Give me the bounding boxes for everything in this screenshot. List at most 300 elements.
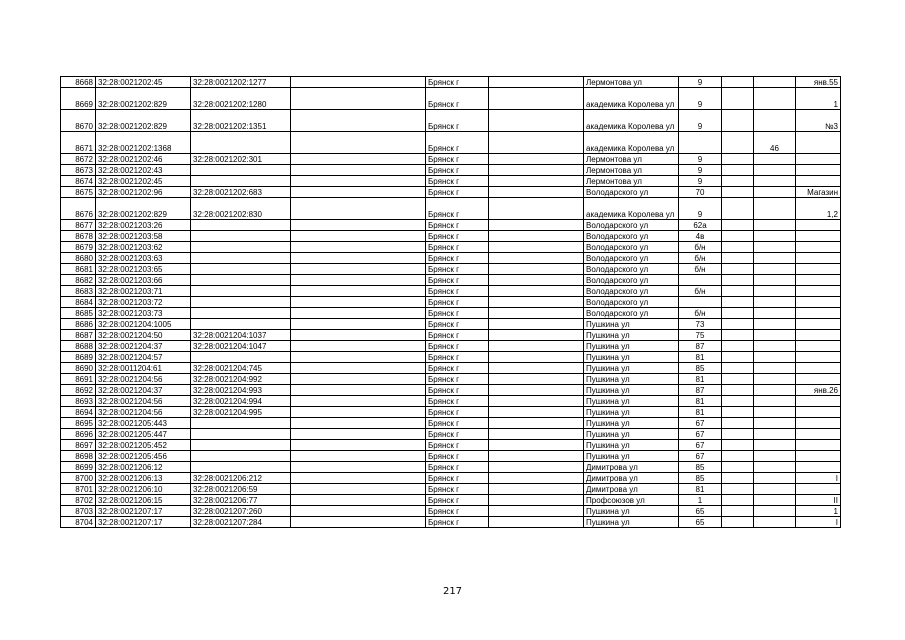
- house-number-cell: 81: [679, 396, 722, 407]
- city-cell: Брянск г: [426, 396, 489, 407]
- house-number-cell: 85: [679, 363, 722, 374]
- blank-cell-cell: [489, 374, 584, 385]
- sub-cadastral-number-cell: [191, 440, 291, 451]
- sub-cadastral-number-cell: [191, 242, 291, 253]
- apartment-cell: [754, 198, 796, 220]
- street-cell: Пушкина ул: [584, 451, 679, 462]
- blank-cell-cell: [489, 418, 584, 429]
- city-cell: Брянск г: [426, 231, 489, 242]
- premise-cell: [796, 418, 841, 429]
- row-number-cell: 8685: [61, 308, 96, 319]
- blank-cell-cell: [291, 198, 426, 220]
- row-number-cell: 8682: [61, 275, 96, 286]
- house-number-cell: 87: [679, 385, 722, 396]
- city-cell: Брянск г: [426, 352, 489, 363]
- sub-cadastral-number-cell: 32:28:0021204:1047: [191, 341, 291, 352]
- blank-cell-cell: [489, 77, 584, 88]
- sub-cadastral-number-cell: 32:28:0021202:830: [191, 198, 291, 220]
- sub-cadastral-number-cell: 32:28:0021206:212: [191, 473, 291, 484]
- row-number-cell: 8695: [61, 418, 96, 429]
- blank-cell-cell: [722, 341, 754, 352]
- premise-cell: 1,2: [796, 198, 841, 220]
- premise-cell: [796, 330, 841, 341]
- apartment-cell: [754, 187, 796, 198]
- sub-cadastral-number-cell: [191, 275, 291, 286]
- cadastral-number-cell: 32:28:0021202:829: [96, 198, 191, 220]
- table-row: [61, 297, 841, 308]
- city-cell: Брянск г: [426, 319, 489, 330]
- row-number-cell: 8674: [61, 176, 96, 187]
- blank-cell-cell: [722, 165, 754, 176]
- apartment-cell: [754, 506, 796, 517]
- row-number-cell: 8701: [61, 484, 96, 495]
- city-cell: Брянск г: [426, 264, 489, 275]
- row-number-cell: 8677: [61, 220, 96, 231]
- apartment-cell: [754, 253, 796, 264]
- blank-cell-cell: [489, 286, 584, 297]
- house-number-cell: [679, 275, 722, 286]
- blank-cell-cell: [722, 429, 754, 440]
- apartment-cell: [754, 264, 796, 275]
- sub-cadastral-number-cell: 32:28:0021207:260: [191, 506, 291, 517]
- street-cell: Пушкина ул: [584, 319, 679, 330]
- row-number-cell: 8687: [61, 330, 96, 341]
- cadastral-number-cell: 32:28:0021205:443: [96, 418, 191, 429]
- blank-cell-cell: [291, 77, 426, 88]
- city-cell: Брянск г: [426, 88, 489, 110]
- apartment-cell: [754, 220, 796, 231]
- blank-cell-cell: [489, 187, 584, 198]
- city-cell: Брянск г: [426, 110, 489, 132]
- apartment-cell: [754, 88, 796, 110]
- cadastral-number-cell: 32:28:0021205:452: [96, 440, 191, 451]
- table-row: [61, 132, 841, 154]
- apartment-cell: [754, 517, 796, 528]
- blank-cell-cell: [722, 198, 754, 220]
- cadastral-number-cell: 32:28:0021203:58: [96, 231, 191, 242]
- house-number-cell: б/н: [679, 308, 722, 319]
- blank-cell-cell: [489, 440, 584, 451]
- premise-cell: [796, 429, 841, 440]
- premise-cell: [796, 286, 841, 297]
- blank-cell-cell: [722, 286, 754, 297]
- city-cell: Брянск г: [426, 484, 489, 495]
- sub-cadastral-number-cell: [191, 132, 291, 154]
- house-number-cell: 67: [679, 418, 722, 429]
- street-cell: Димитрова ул: [584, 473, 679, 484]
- blank-cell-cell: [722, 264, 754, 275]
- blank-cell-cell: [489, 253, 584, 264]
- apartment-cell: [754, 418, 796, 429]
- house-number-cell: 81: [679, 374, 722, 385]
- house-number-cell: 65: [679, 517, 722, 528]
- row-number-cell: 8668: [61, 77, 96, 88]
- blank-cell-cell: [291, 352, 426, 363]
- premise-cell: [796, 440, 841, 451]
- street-cell: Димитрова ул: [584, 484, 679, 495]
- row-number-cell: 8680: [61, 253, 96, 264]
- street-cell: Володарского ул: [584, 253, 679, 264]
- table-row: [61, 165, 841, 176]
- city-cell: Брянск г: [426, 407, 489, 418]
- street-cell: Лермонтова ул: [584, 154, 679, 165]
- blank-cell-cell: [291, 132, 426, 154]
- premise-cell: [796, 374, 841, 385]
- premise-cell: II: [796, 495, 841, 506]
- blank-cell-cell: [722, 275, 754, 286]
- premise-cell: [796, 154, 841, 165]
- row-number-cell: 8692: [61, 385, 96, 396]
- city-cell: Брянск г: [426, 473, 489, 484]
- blank-cell-cell: [722, 440, 754, 451]
- apartment-cell: [754, 451, 796, 462]
- street-cell: академика Королева ул: [584, 132, 679, 154]
- street-cell: Пушкина ул: [584, 330, 679, 341]
- blank-cell-cell: [722, 418, 754, 429]
- premise-cell: [796, 319, 841, 330]
- blank-cell-cell: [722, 407, 754, 418]
- city-cell: Брянск г: [426, 462, 489, 473]
- apartment-cell: [754, 154, 796, 165]
- premise-cell: Магазин: [796, 187, 841, 198]
- cadastral-number-cell: 32:28:0021205:447: [96, 429, 191, 440]
- table-row: [61, 88, 841, 110]
- sub-cadastral-number-cell: 32:28:0021202:1277: [191, 77, 291, 88]
- table-row: [61, 341, 841, 352]
- row-number-cell: 8676: [61, 198, 96, 220]
- blank-cell-cell: [291, 495, 426, 506]
- premise-cell: [796, 341, 841, 352]
- house-number-cell: 67: [679, 451, 722, 462]
- house-number-cell: 73: [679, 319, 722, 330]
- city-cell: Брянск г: [426, 253, 489, 264]
- apartment-cell: [754, 495, 796, 506]
- row-number-cell: 8702: [61, 495, 96, 506]
- sub-cadastral-number-cell: [191, 462, 291, 473]
- house-number-cell: 62а: [679, 220, 722, 231]
- sub-cadastral-number-cell: [191, 231, 291, 242]
- house-number-cell: б/н: [679, 264, 722, 275]
- blank-cell-cell: [489, 297, 584, 308]
- table-row: [61, 517, 841, 528]
- apartment-cell: [754, 242, 796, 253]
- blank-cell-cell: [291, 165, 426, 176]
- sub-cadastral-number-cell: [191, 286, 291, 297]
- row-number-cell: 8669: [61, 88, 96, 110]
- table-row: [61, 418, 841, 429]
- city-cell: Брянск г: [426, 341, 489, 352]
- city-cell: Брянск г: [426, 132, 489, 154]
- street-cell: Володарского ул: [584, 297, 679, 308]
- row-number-cell: 8673: [61, 165, 96, 176]
- blank-cell-cell: [489, 264, 584, 275]
- cadastral-number-cell: 32:28:0021202:1368: [96, 132, 191, 154]
- cadastral-number-cell: 32:28:0021203:62: [96, 242, 191, 253]
- premise-cell: 1: [796, 88, 841, 110]
- row-number-cell: 8696: [61, 429, 96, 440]
- house-number-cell: 67: [679, 440, 722, 451]
- table-row: [61, 308, 841, 319]
- apartment-cell: [754, 429, 796, 440]
- row-number-cell: 8698: [61, 451, 96, 462]
- street-cell: Лермонтова ул: [584, 176, 679, 187]
- premise-cell: [796, 308, 841, 319]
- apartment-cell: [754, 352, 796, 363]
- sub-cadastral-number-cell: 32:28:0021202:1351: [191, 110, 291, 132]
- city-cell: Брянск г: [426, 385, 489, 396]
- street-cell: Профсоюзов ул: [584, 495, 679, 506]
- sub-cadastral-number-cell: 32:28:0021204:993: [191, 385, 291, 396]
- city-cell: Брянск г: [426, 440, 489, 451]
- cadastral-number-cell: 32:28:0021204:1005: [96, 319, 191, 330]
- blank-cell-cell: [722, 506, 754, 517]
- table-row: [61, 319, 841, 330]
- blank-cell-cell: [291, 231, 426, 242]
- house-number-cell: б/н: [679, 242, 722, 253]
- blank-cell-cell: [489, 484, 584, 495]
- table-row: [61, 407, 841, 418]
- table-row: [61, 462, 841, 473]
- blank-cell-cell: [291, 363, 426, 374]
- house-number-cell: 9: [679, 110, 722, 132]
- cadastral-number-cell: 32:28:0021207:17: [96, 506, 191, 517]
- apartment-cell: [754, 286, 796, 297]
- blank-cell-cell: [291, 176, 426, 187]
- table-row: [61, 396, 841, 407]
- table-row: [61, 77, 841, 88]
- blank-cell-cell: [291, 374, 426, 385]
- sub-cadastral-number-cell: [191, 429, 291, 440]
- sub-cadastral-number-cell: [191, 253, 291, 264]
- city-cell: Брянск г: [426, 198, 489, 220]
- table-row: [61, 286, 841, 297]
- premise-cell: [796, 242, 841, 253]
- street-cell: Володарского ул: [584, 264, 679, 275]
- cadastral-number-cell: 32:28:0021203:65: [96, 264, 191, 275]
- street-cell: академика Королева ул: [584, 88, 679, 110]
- house-number-cell: 9: [679, 176, 722, 187]
- row-number-cell: 8690: [61, 363, 96, 374]
- house-number-cell: 70: [679, 187, 722, 198]
- blank-cell-cell: [489, 132, 584, 154]
- cadastral-number-cell: 32:28:0021203:26: [96, 220, 191, 231]
- sub-cadastral-number-cell: [191, 176, 291, 187]
- cadastral-number-cell: 32:28:0021202:829: [96, 88, 191, 110]
- property-register-table: [60, 76, 841, 528]
- street-cell: Володарского ул: [584, 275, 679, 286]
- cadastral-number-cell: 32:28:0021204:50: [96, 330, 191, 341]
- apartment-cell: [754, 77, 796, 88]
- cadastral-number-cell: 32:28:0021203:72: [96, 297, 191, 308]
- sub-cadastral-number-cell: 32:28:0021204:994: [191, 396, 291, 407]
- apartment-cell: [754, 176, 796, 187]
- house-number-cell: 85: [679, 462, 722, 473]
- apartment-cell: 46: [754, 132, 796, 154]
- table-body: [61, 77, 841, 528]
- cadastral-number-cell: 32:28:0021206:10: [96, 484, 191, 495]
- premise-cell: [796, 165, 841, 176]
- blank-cell-cell: [489, 198, 584, 220]
- house-number-cell: 81: [679, 407, 722, 418]
- city-cell: Брянск г: [426, 220, 489, 231]
- blank-cell-cell: [489, 506, 584, 517]
- blank-cell-cell: [489, 495, 584, 506]
- premise-cell: [796, 275, 841, 286]
- table-row: [61, 473, 841, 484]
- sub-cadastral-number-cell: 32:28:0021202:683: [191, 187, 291, 198]
- city-cell: Брянск г: [426, 77, 489, 88]
- street-cell: Лермонтова ул: [584, 77, 679, 88]
- row-number-cell: 8697: [61, 440, 96, 451]
- sub-cadastral-number-cell: 32:28:0021204:1037: [191, 330, 291, 341]
- blank-cell-cell: [722, 220, 754, 231]
- blank-cell-cell: [291, 517, 426, 528]
- sub-cadastral-number-cell: [191, 451, 291, 462]
- blank-cell-cell: [489, 396, 584, 407]
- apartment-cell: [754, 319, 796, 330]
- apartment-cell: [754, 407, 796, 418]
- street-cell: Пушкина ул: [584, 506, 679, 517]
- blank-cell-cell: [489, 517, 584, 528]
- row-number-cell: 8699: [61, 462, 96, 473]
- blank-cell-cell: [489, 176, 584, 187]
- cadastral-number-cell: 32:28:0021203:73: [96, 308, 191, 319]
- city-cell: Брянск г: [426, 176, 489, 187]
- table-row: [61, 253, 841, 264]
- row-number-cell: 8686: [61, 319, 96, 330]
- blank-cell-cell: [291, 330, 426, 341]
- blank-cell-cell: [291, 275, 426, 286]
- apartment-cell: [754, 374, 796, 385]
- blank-cell-cell: [722, 308, 754, 319]
- table-row: [61, 242, 841, 253]
- cadastral-number-cell: 32:28:0021203:66: [96, 275, 191, 286]
- blank-cell-cell: [722, 495, 754, 506]
- blank-cell-cell: [722, 374, 754, 385]
- cadastral-number-cell: 32:28:0021202:829: [96, 110, 191, 132]
- sub-cadastral-number-cell: [191, 264, 291, 275]
- table-row: [61, 330, 841, 341]
- sub-cadastral-number-cell: 32:28:0021207:284: [191, 517, 291, 528]
- cadastral-number-cell: 32:28:0021204:56: [96, 396, 191, 407]
- premise-cell: [796, 396, 841, 407]
- city-cell: Брянск г: [426, 517, 489, 528]
- house-number-cell: 87: [679, 341, 722, 352]
- cadastral-number-cell: 32:28:0021206:15: [96, 495, 191, 506]
- cadastral-number-cell: 32:28:0011204:61: [96, 363, 191, 374]
- row-number-cell: 8700: [61, 473, 96, 484]
- blank-cell-cell: [489, 110, 584, 132]
- premise-cell: [796, 264, 841, 275]
- blank-cell-cell: [291, 473, 426, 484]
- street-cell: Пушкина ул: [584, 352, 679, 363]
- row-number-cell: 8683: [61, 286, 96, 297]
- apartment-cell: [754, 484, 796, 495]
- street-cell: Володарского ул: [584, 286, 679, 297]
- blank-cell-cell: [722, 242, 754, 253]
- row-number-cell: 8678: [61, 231, 96, 242]
- house-number-cell: 1: [679, 495, 722, 506]
- sub-cadastral-number-cell: [191, 297, 291, 308]
- blank-cell-cell: [722, 319, 754, 330]
- cadastral-number-cell: 32:28:0021207:17: [96, 517, 191, 528]
- city-cell: Брянск г: [426, 506, 489, 517]
- street-cell: Пушкина ул: [584, 407, 679, 418]
- blank-cell-cell: [291, 187, 426, 198]
- row-number-cell: 8671: [61, 132, 96, 154]
- house-number-cell: [679, 297, 722, 308]
- street-cell: Володарского ул: [584, 187, 679, 198]
- blank-cell-cell: [291, 341, 426, 352]
- blank-cell-cell: [291, 484, 426, 495]
- blank-cell-cell: [291, 253, 426, 264]
- street-cell: Пушкина ул: [584, 385, 679, 396]
- table-row: [61, 451, 841, 462]
- street-cell: Володарского ул: [584, 220, 679, 231]
- premise-cell: I: [796, 517, 841, 528]
- blank-cell-cell: [722, 187, 754, 198]
- blank-cell-cell: [291, 154, 426, 165]
- house-number-cell: 65: [679, 506, 722, 517]
- table-row: [61, 374, 841, 385]
- blank-cell-cell: [291, 385, 426, 396]
- premise-cell: I: [796, 473, 841, 484]
- blank-cell-cell: [291, 88, 426, 110]
- street-cell: Пушкина ул: [584, 517, 679, 528]
- blank-cell-cell: [489, 385, 584, 396]
- apartment-cell: [754, 396, 796, 407]
- table-row: [61, 352, 841, 363]
- sub-cadastral-number-cell: 32:28:0021206:77: [191, 495, 291, 506]
- street-cell: Володарского ул: [584, 231, 679, 242]
- blank-cell-cell: [489, 341, 584, 352]
- city-cell: Брянск г: [426, 495, 489, 506]
- blank-cell-cell: [489, 220, 584, 231]
- blank-cell-cell: [722, 385, 754, 396]
- premise-cell: [796, 176, 841, 187]
- sub-cadastral-number-cell: 32:28:0021206:59: [191, 484, 291, 495]
- city-cell: Брянск г: [426, 330, 489, 341]
- table-row: [61, 187, 841, 198]
- city-cell: Брянск г: [426, 275, 489, 286]
- blank-cell-cell: [489, 407, 584, 418]
- blank-cell-cell: [722, 396, 754, 407]
- cadastral-number-cell: 32:28:0021202:43: [96, 165, 191, 176]
- row-number-cell: 8672: [61, 154, 96, 165]
- street-cell: Пушкина ул: [584, 440, 679, 451]
- apartment-cell: [754, 341, 796, 352]
- apartment-cell: [754, 110, 796, 132]
- premise-cell: [796, 297, 841, 308]
- house-number-cell: 67: [679, 429, 722, 440]
- blank-cell-cell: [722, 473, 754, 484]
- apartment-cell: [754, 330, 796, 341]
- premise-cell: [796, 132, 841, 154]
- blank-cell-cell: [291, 396, 426, 407]
- sub-cadastral-number-cell: [191, 352, 291, 363]
- premise-cell: [796, 363, 841, 374]
- premise-cell: [796, 407, 841, 418]
- blank-cell-cell: [489, 154, 584, 165]
- apartment-cell: [754, 297, 796, 308]
- table-row: [61, 198, 841, 220]
- table-row: [61, 154, 841, 165]
- cadastral-number-cell: 32:28:0021202:96: [96, 187, 191, 198]
- row-number-cell: 8691: [61, 374, 96, 385]
- street-cell: Пушкина ул: [584, 341, 679, 352]
- blank-cell-cell: [291, 286, 426, 297]
- table-row: [61, 275, 841, 286]
